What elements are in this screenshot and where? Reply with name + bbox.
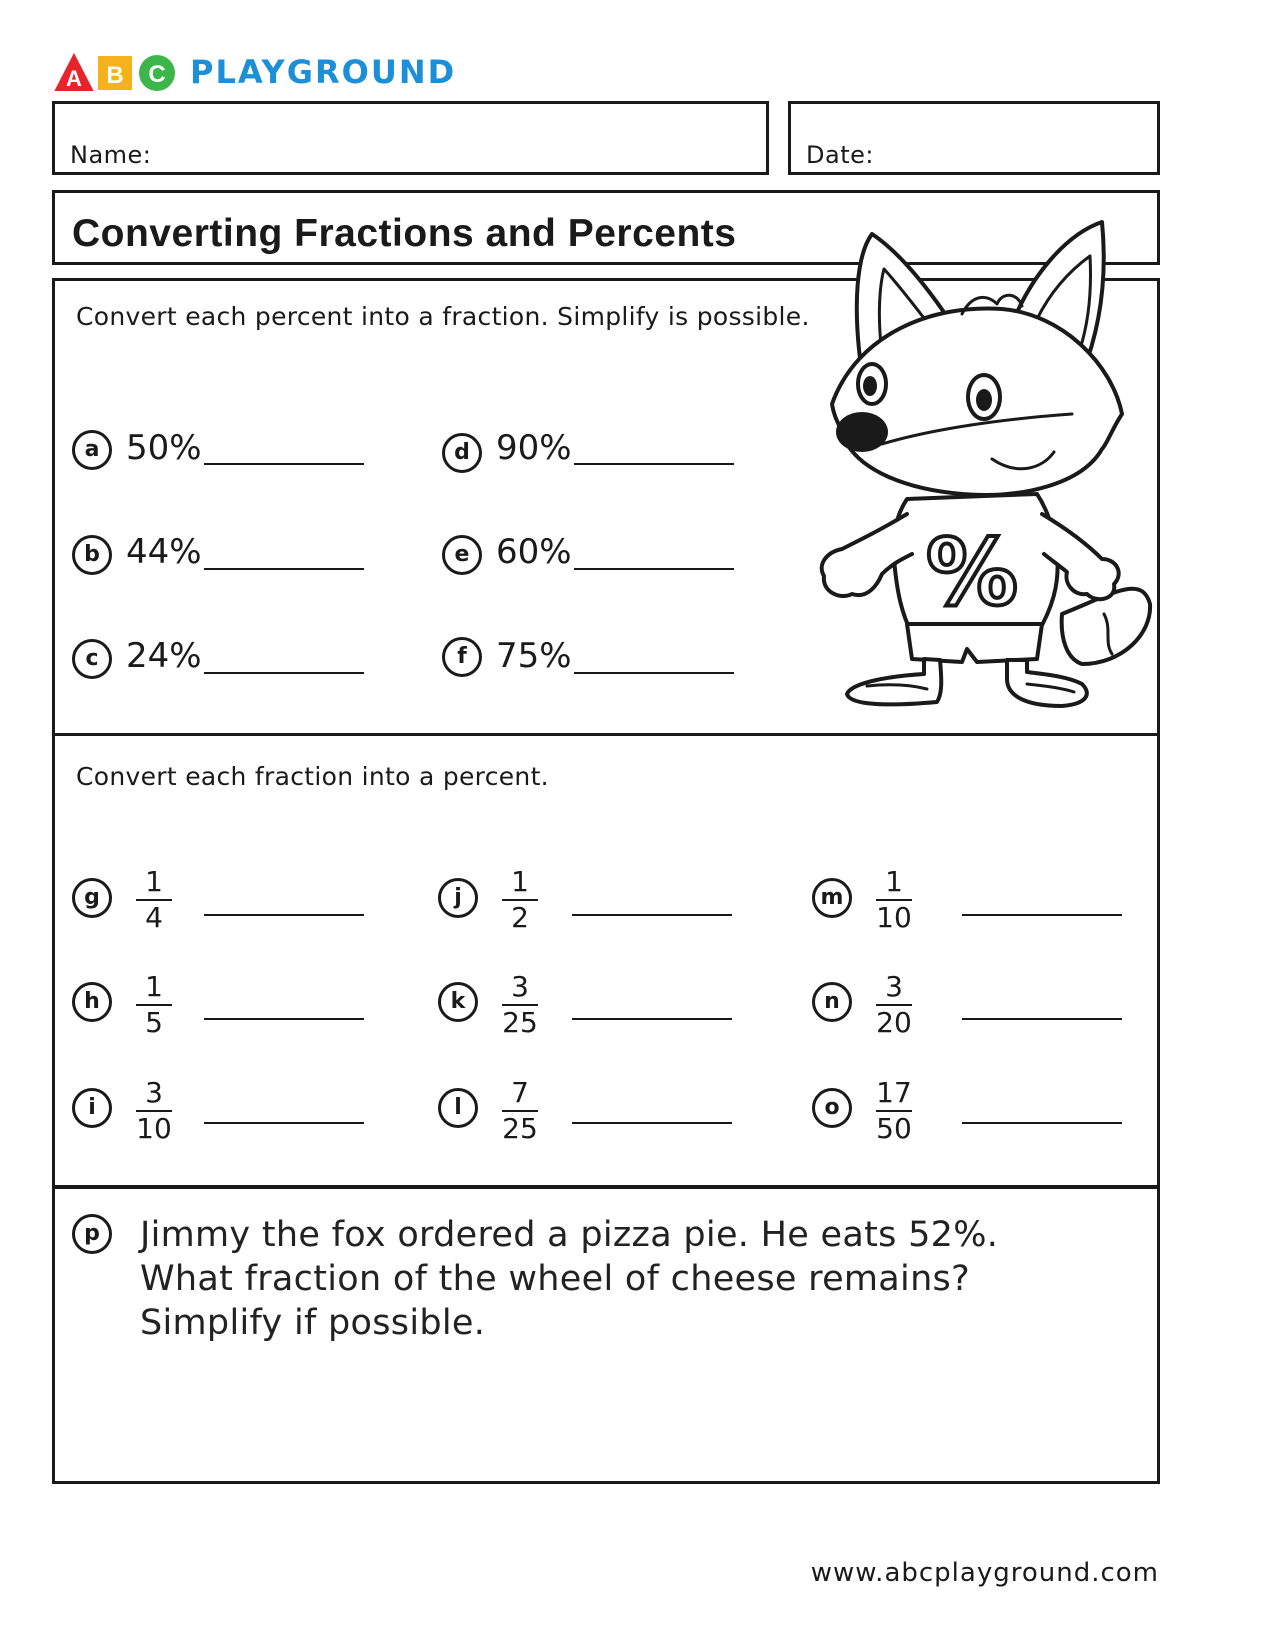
answer-line-i[interactable] [204,1122,364,1124]
answer-line-c[interactable] [204,672,364,674]
word-problem-line-3: Simplify if possible. [140,1303,486,1343]
fraction-m [870,865,918,935]
shirt-percent-symbol: % [925,519,1019,626]
fraction-k [496,970,544,1040]
item-label-i: i [72,1088,112,1128]
item-label-l: l [438,1088,478,1128]
item-label-o: o [812,1088,852,1128]
section-fraction-to-percent [52,733,1160,1188]
name-label: Name: [70,141,152,169]
answer-line-g[interactable] [204,914,364,916]
item-label-n: n [812,982,852,1022]
answer-line-b[interactable] [204,568,364,570]
fraction-k-denominator: 25 [502,1006,538,1039]
item-label-e: e [442,535,482,575]
item-value-a: 50% [126,428,202,468]
item-label-m: m [812,878,852,918]
answer-line-e[interactable] [574,568,734,570]
fraction-o-numerator: 17 [876,1076,912,1109]
fraction-j-numerator: 1 [511,865,529,898]
logo-letter-c: C [148,61,166,88]
item-label-b: b [72,535,112,575]
answer-line-a[interactable] [204,463,364,465]
fraction-h-denominator: 5 [145,1006,163,1039]
item-label-k: k [438,982,478,1022]
fraction-i-denominator: 10 [136,1112,172,1145]
fraction-j-denominator: 2 [511,901,529,934]
fraction-i [130,1076,178,1146]
fraction-h [130,970,178,1040]
fraction-g-numerator: 1 [145,865,163,898]
fraction-l [496,1076,544,1146]
word-problem-line-1: Jimmy the fox ordered a pizza pie. He eats 52%. [140,1215,999,1255]
fraction-g [130,865,178,935]
fraction-m-denominator: 10 [876,901,912,934]
item-value-b: 44% [126,532,202,572]
logo-wordmark: PLAYGROUND [190,53,457,91]
item-value-d: 90% [496,428,572,468]
answer-line-m[interactable] [962,914,1122,916]
fraction-l-numerator: 7 [511,1076,529,1109]
answer-line-d[interactable] [574,463,734,465]
item-label-j: j [438,878,478,918]
fox-mascot-icon [812,214,1162,712]
name-box[interactable] [52,101,769,175]
section1-instruction: Convert each percent into a fraction. Simplify is possible. [76,302,810,331]
fraction-m-numerator: 1 [885,865,903,898]
answer-line-o[interactable] [962,1122,1122,1124]
fraction-o-denominator: 50 [876,1112,912,1145]
logo-letter-b: B [106,62,124,89]
answer-line-j[interactable] [572,914,732,916]
item-label-d: d [442,433,482,473]
fraction-j [496,865,544,935]
answer-line-l[interactable] [572,1122,732,1124]
item-value-c: 24% [126,636,202,676]
footer-url[interactable]: www.abcplayground.com [810,1558,1159,1588]
item-label-c: c [72,639,112,679]
fraction-l-denominator: 25 [502,1112,538,1145]
word-problem-line-2: What fraction of the wheel of cheese remains? [140,1259,970,1299]
section2-instruction: Convert each fraction into a percent. [76,762,549,791]
answer-line-h[interactable] [204,1018,364,1020]
item-label-g: g [72,878,112,918]
answer-line-n[interactable] [962,1018,1122,1020]
item-label-p: p [72,1214,112,1254]
item-label-a: a [72,430,112,470]
date-label: Date: [806,141,874,169]
fraction-k-numerator: 3 [511,970,529,1003]
answer-line-k[interactable] [572,1018,732,1020]
abc-logo-icon [54,52,184,92]
fraction-h-numerator: 1 [145,970,163,1003]
fraction-i-numerator: 3 [145,1076,163,1109]
fraction-o [870,1076,918,1146]
item-value-e: 60% [496,532,572,572]
answer-line-f[interactable] [574,672,734,674]
page-title: Converting Fractions and Percents [72,212,737,255]
brand-logo [54,52,456,92]
fraction-n-denominator: 20 [876,1006,912,1039]
item-label-h: h [72,982,112,1022]
fraction-n-numerator: 3 [885,970,903,1003]
logo-letter-a: A [66,66,82,91]
fraction-g-denominator: 4 [145,901,163,934]
fraction-n [870,970,918,1040]
item-label-f: f [442,637,482,677]
item-value-f: 75% [496,636,572,676]
